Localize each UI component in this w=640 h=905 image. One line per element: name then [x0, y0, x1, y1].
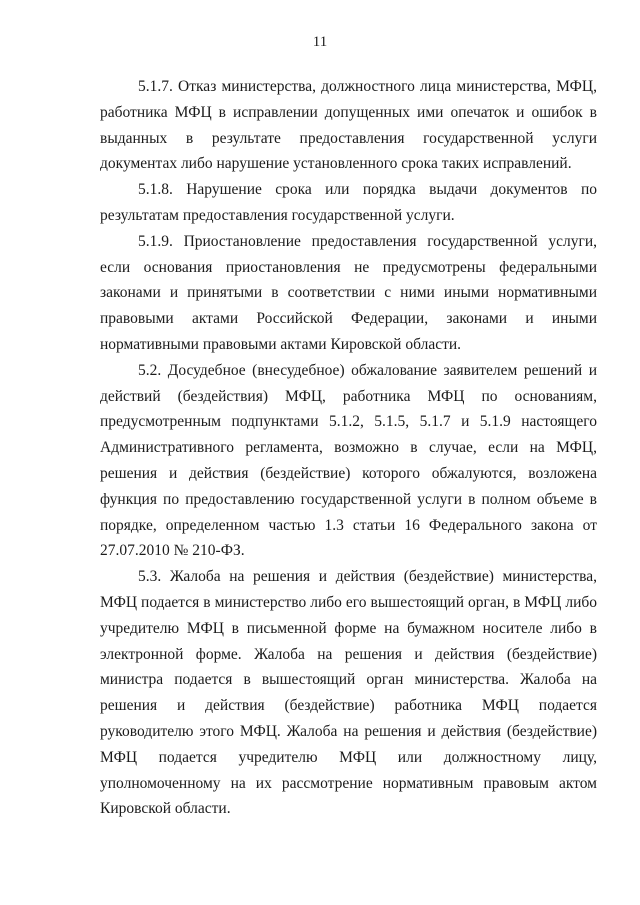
- paragraph-5-1-7: 5.1.7. Отказ министерства, должностного лица министерства, МФЦ, работника МФЦ в исправлении допущенных ими опечаток и ошибок в выданных в результате предоставления государственной услуги документах либо нарушение установленного срока таких исправлений.: [100, 78, 597, 173]
- document-body: [100, 74, 597, 822]
- paragraph-5-3: 5.3. Жалоба на решения и действия (бездействие) министерства, МФЦ подается в министерство либо его вышестоящий орган, в МФЦ либо учредителю МФЦ в письменной форме на бумажном носителе либо в электронной форме. Жалоба на решения и действия (бездействие) министра подается в вышестоящий орган министерства. Жалоба на решения и действия (бездействие) работника МФЦ подается руководителю этого МФЦ. Жалоба на решения и действия (бездействие) МФЦ подается учредителю МФЦ или должностному лицу, уполномоченному на их рассмотрение нормативным правовым актом Кировской области.: [100, 568, 597, 818]
- paragraph-5-2: 5.2. Досудебное (внесудебное) обжалование заявителем решений и действий (бездействия) МФЦ, работника МФЦ по основаниям, предусмотренным подпунктами 5.1.2, 5.1.5, 5.1.7 и 5.1.9 настоящего Административного регламента, возможно в случае, если на МФЦ, решения и действия (бездействие) которого обжалуются, возложена функция по предоставлению государственной услуги в полном объеме в порядке, определенном частью 1.3 статьи 16 Федерального закона от 27.07.2010 № 210-ФЗ.: [100, 361, 597, 560]
- paragraph-5-1-8: 5.1.8. Нарушение срока или порядка выдачи документов по результатам предоставления государственной услуги.: [100, 181, 597, 224]
- paragraph-5-1-9: 5.1.9. Приостановление предоставления государственной услуги, если основания приостановления не предусмотрены федеральными законами и принятыми в соответствии с ними иными нормативными правовыми актами Российской Федерации, законами и иными нормативными правовыми актами Кировской области.: [100, 232, 597, 353]
- page-number: 11: [312, 34, 328, 50]
